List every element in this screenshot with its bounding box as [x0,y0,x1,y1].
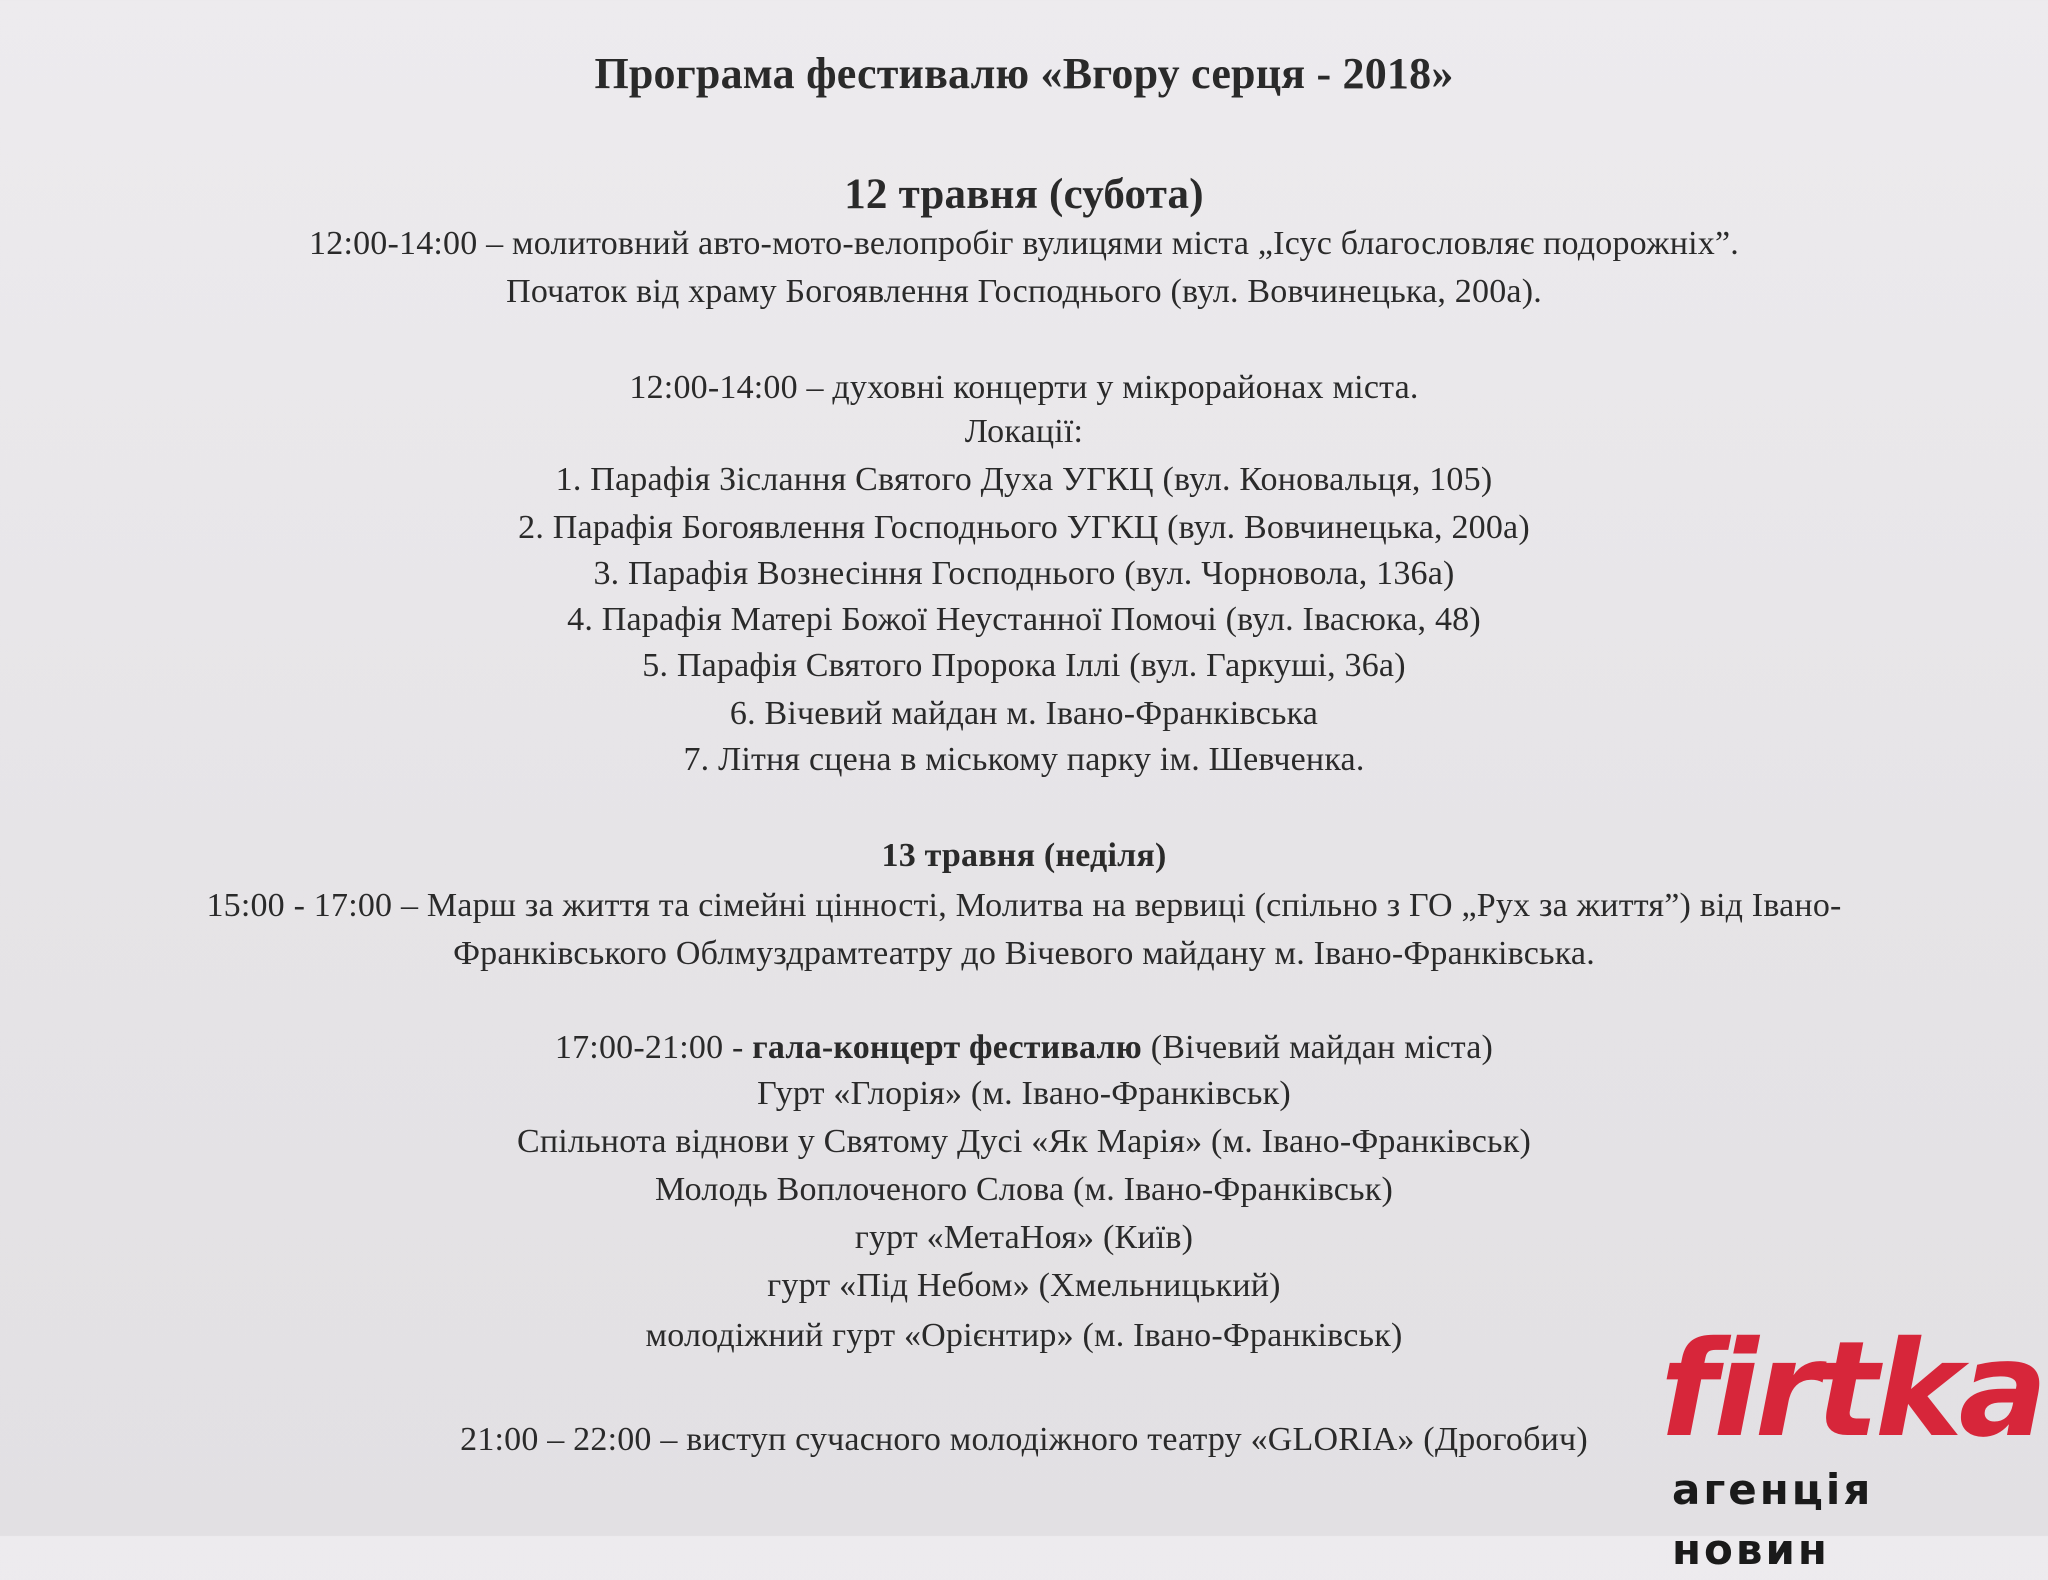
day1-heading: 12 травня (субота) [844,171,1204,218]
march-line1: 15:00 - 17:00 – Марш за життя та сімейні цінності, Молитва на вервиці (спільно з ГО „Рух за життя”) від Івано- [206,887,1842,924]
location-item: 7. Літня сцена в міському парку ім. Шевченка. [683,741,1365,778]
location-item: 6. Вічевий майдан м. Івано-Франківська [729,695,1319,732]
location-item: 3. Парафія Вознесіння Господнього (вул. Чорновола, 136а) [593,555,1455,592]
performer-item: гурт «МетаНоя» (Київ) [854,1219,1194,1256]
gala-name: гала-концерт фестивалю [752,1029,1142,1066]
performer-item: Гурт «Глорія» (м. Івано-Франківськ) [757,1075,1291,1112]
performer-item: гурт «Під Небом» (Хмельницький) [767,1267,1281,1304]
document-title: Програма фестивалю «Вгору серця - 2018» [594,49,1454,98]
day1-event2-line1: 12:00-14:00 – духовні концерти у мікрорайонах міста. [629,369,1419,406]
day1-event1-line2: Початок від храму Богоявлення Господнього (вул. Вовчинецька, 200а). [506,273,1542,310]
location-item: 4. Парафія Матері Божої Неустанної Помочі (вул. Івасюка, 48) [567,601,1481,638]
location-item: 2. Парафія Богоявлення Господнього УГКЦ (вул. Вовчинецька, 200а) [518,509,1530,546]
location-item: 1. Парафія Зіслання Святого Духа УГКЦ (вул. Коновальця, 105) [555,461,1493,498]
firtka-logo [1660,1313,2044,1574]
march-line2: Франківського Облмуздрамтеатру до Вічевого майдану м. Івано-Франківська. [453,935,1595,972]
gala-place: (Вічевий майдан міста) [1142,1029,1494,1066]
day1-event1-line1: 12:00-14:00 – молитовний авто-мото-велопробіг вулицями міста „Ісус благословляє подорожніх”. [309,225,1739,262]
logo-wordmark: firtka [1660,1313,2044,1467]
performer-item: молодіжний гурт «Орієнтир» (м. Івано-Франківськ) [645,1317,1403,1354]
performer-item: Спільнота віднови у Святому Дусі «Як Марія» (м. Івано-Франківськ) [517,1123,1531,1160]
day2-heading: 13 травня (неділя) [881,837,1167,874]
gala-time: 17:00-21:00 - [554,1029,753,1066]
locations-label: Локації: [964,413,1084,450]
gala-concert-line [0,1026,2048,1070]
theatre-line: 21:00 – 22:00 – виступ сучасного молодіжного театру «GLORIA» (Дрогобич) [460,1421,1588,1458]
logo-tagline: агенція новин [1672,1465,1874,1574]
location-item: 5. Парафія Святого Пророка Іллі (вул. Гаркуші, 36а) [642,647,1406,684]
performer-item: Молодь Воплоченого Слова (м. Івано-Франківськ) [655,1171,1393,1208]
